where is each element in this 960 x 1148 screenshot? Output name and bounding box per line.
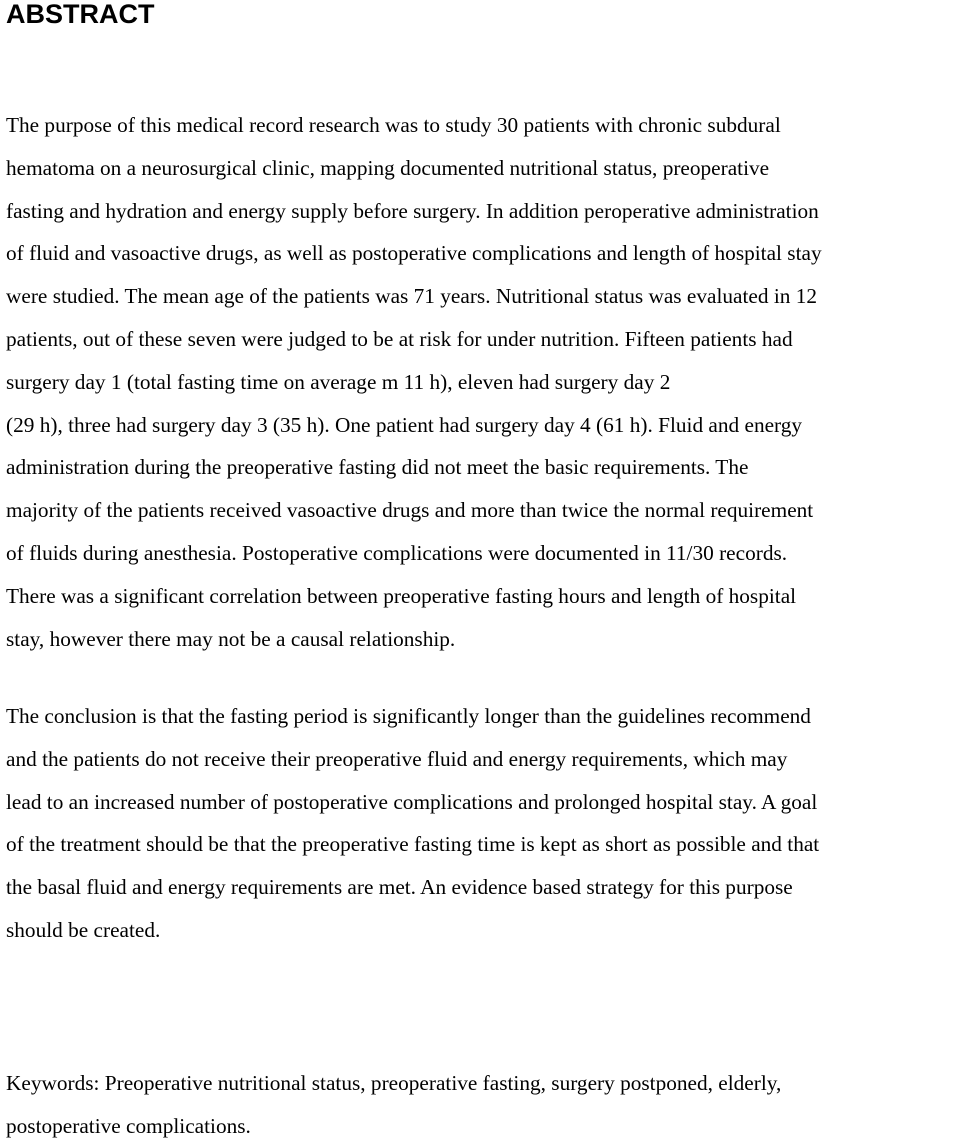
keywords-paragraph	[6, 1062, 958, 1148]
text-line: administration during the preoperative fasting did not meet the basic requirements. The	[6, 455, 749, 480]
text-line: the basal fluid and energy requirements are met. An evidence based strategy for this purpose	[6, 875, 793, 900]
text-line: of fluids during anesthesia. Postoperative complications were documented in 11/30 records.	[6, 540, 788, 565]
abstract-heading: ABSTRACT	[6, 0, 155, 29]
text-line: The conclusion is that the fasting period is significantly longer than the guidelines recommend	[6, 704, 811, 728]
text-line: majority of the patients received vasoactive drugs and more than twice the normal requirement	[6, 498, 814, 523]
text-line: stay, however there may not be a causal relationship.	[6, 626, 456, 651]
conclusion-paragraph	[6, 695, 958, 952]
text-line: of fluid and vasoactive drugs, as well as postoperative complications and length of hospital stay	[6, 241, 822, 266]
text-line: Keywords: Preoperative nutritional status, preoperative fasting, surgery postponed, elderly,	[6, 1071, 782, 1095]
text-line: and the patients do not receive their preoperative fluid and energy requirements, which may	[6, 746, 788, 771]
text-line: postoperative complications.	[6, 1113, 251, 1138]
text-line: were studied. The mean age of the patients was 71 years. Nutritional status was evaluated in 12	[6, 284, 818, 309]
text-line: hematoma on a neurosurgical clinic, mapping documented nutritional status, preoperative	[6, 155, 770, 180]
text-line: fasting and hydration and energy supply before surgery. In addition peroperative administration	[6, 198, 819, 223]
abstract-paragraph-1	[6, 104, 958, 660]
text-line: of the treatment should be that the preoperative fasting time is kept as short as possible and that	[6, 832, 820, 857]
text-line: should be created.	[6, 917, 161, 942]
text-line: There was a significant correlation between preoperative fasting hours and length of hospital	[6, 583, 797, 608]
text-line: patients, out of these seven were judged to be at risk for under nutrition. Fifteen patients had	[6, 326, 793, 351]
text-line: The purpose of this medical record research was to study 30 patients with chronic subdural	[6, 113, 781, 137]
text-line: lead to an increased number of postoperative complications and prolonged hospital stay. A goal	[6, 789, 818, 814]
text-line: surgery day 1 (total fasting time on average m 11 h), eleven had surgery day 2	[6, 369, 671, 394]
text-line: (29 h), three had surgery day 3 (35 h). One patient had surgery day 4 (61 h). Fluid and energy	[6, 412, 803, 437]
